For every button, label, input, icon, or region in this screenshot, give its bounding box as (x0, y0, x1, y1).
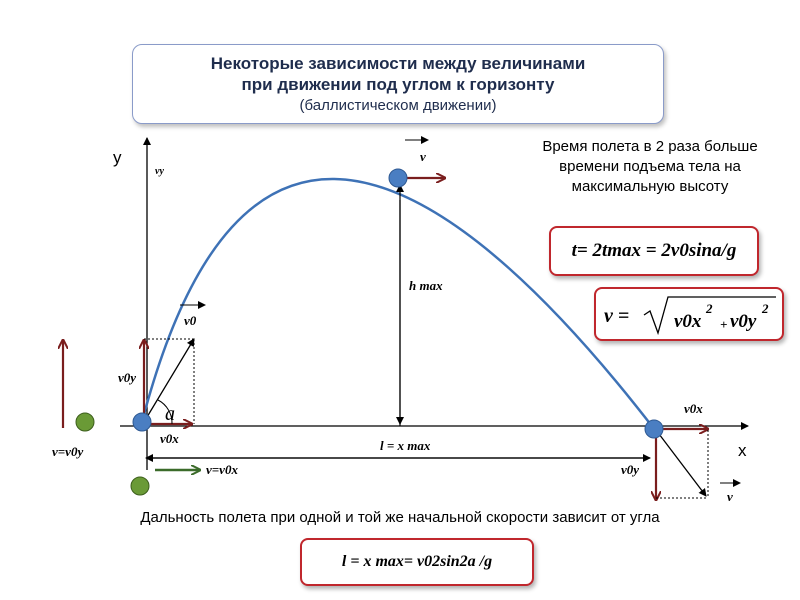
speed-v0y-exp: 2 (762, 301, 769, 316)
vy-label: vy (155, 166, 164, 177)
v-eq-v0x-label: v=v0x (206, 462, 238, 477)
top-v-label: v (420, 149, 426, 164)
speed-v0y: v0y (730, 311, 757, 332)
title-box (132, 44, 664, 124)
angle-label: a (165, 403, 175, 425)
v0x-label: v0x (160, 431, 179, 446)
x-axis-label: x (738, 441, 747, 460)
apex-point (389, 169, 407, 187)
start-point (133, 413, 151, 431)
speed-v0x: v0x (674, 311, 702, 332)
green-point-bottom (131, 477, 149, 495)
end-v-label: v (727, 489, 733, 504)
title-line-1: Некоторые зависимости между величинами (210, 54, 586, 73)
speed-formula-box (594, 287, 784, 341)
y-axis-label: y (113, 148, 122, 167)
range-label: l = x max (380, 438, 431, 453)
title-line-2: при движении под углом к горизонту (241, 75, 555, 94)
v0-label: v0 (184, 313, 197, 328)
speed-plus: + (720, 317, 728, 332)
end-v0y-label: v0y (621, 462, 640, 477)
end-v0x-label: v0x (684, 401, 703, 416)
v0y-label: v0y (118, 370, 137, 385)
green-point-top (76, 413, 94, 431)
trajectory-curve (142, 179, 655, 430)
end-v-arrow (656, 430, 706, 496)
speed-v0x-exp: 2 (706, 301, 713, 316)
range-formula-box (300, 538, 534, 586)
speed-formula (596, 289, 782, 339)
flight-time-note: Время полета в 2 раза больше времени подъема тела на максимальную высоту (542, 138, 758, 195)
v-eq-v0y-label: v=v0y (52, 444, 84, 459)
range-formula: l = x max= v02sin2a /g (341, 553, 493, 570)
speed-formula-lhs: v = (604, 305, 630, 327)
landing-point (645, 420, 663, 438)
range-caption: Дальность полета при одной и той же начальной скорости зависит от угла (140, 509, 660, 526)
title-line-3: (баллистическом движении) (299, 97, 497, 114)
hmax-label: h max (409, 278, 443, 293)
time-formula: t= 2tmax = 2v0sina/g (571, 240, 737, 261)
time-formula-box (549, 226, 759, 276)
